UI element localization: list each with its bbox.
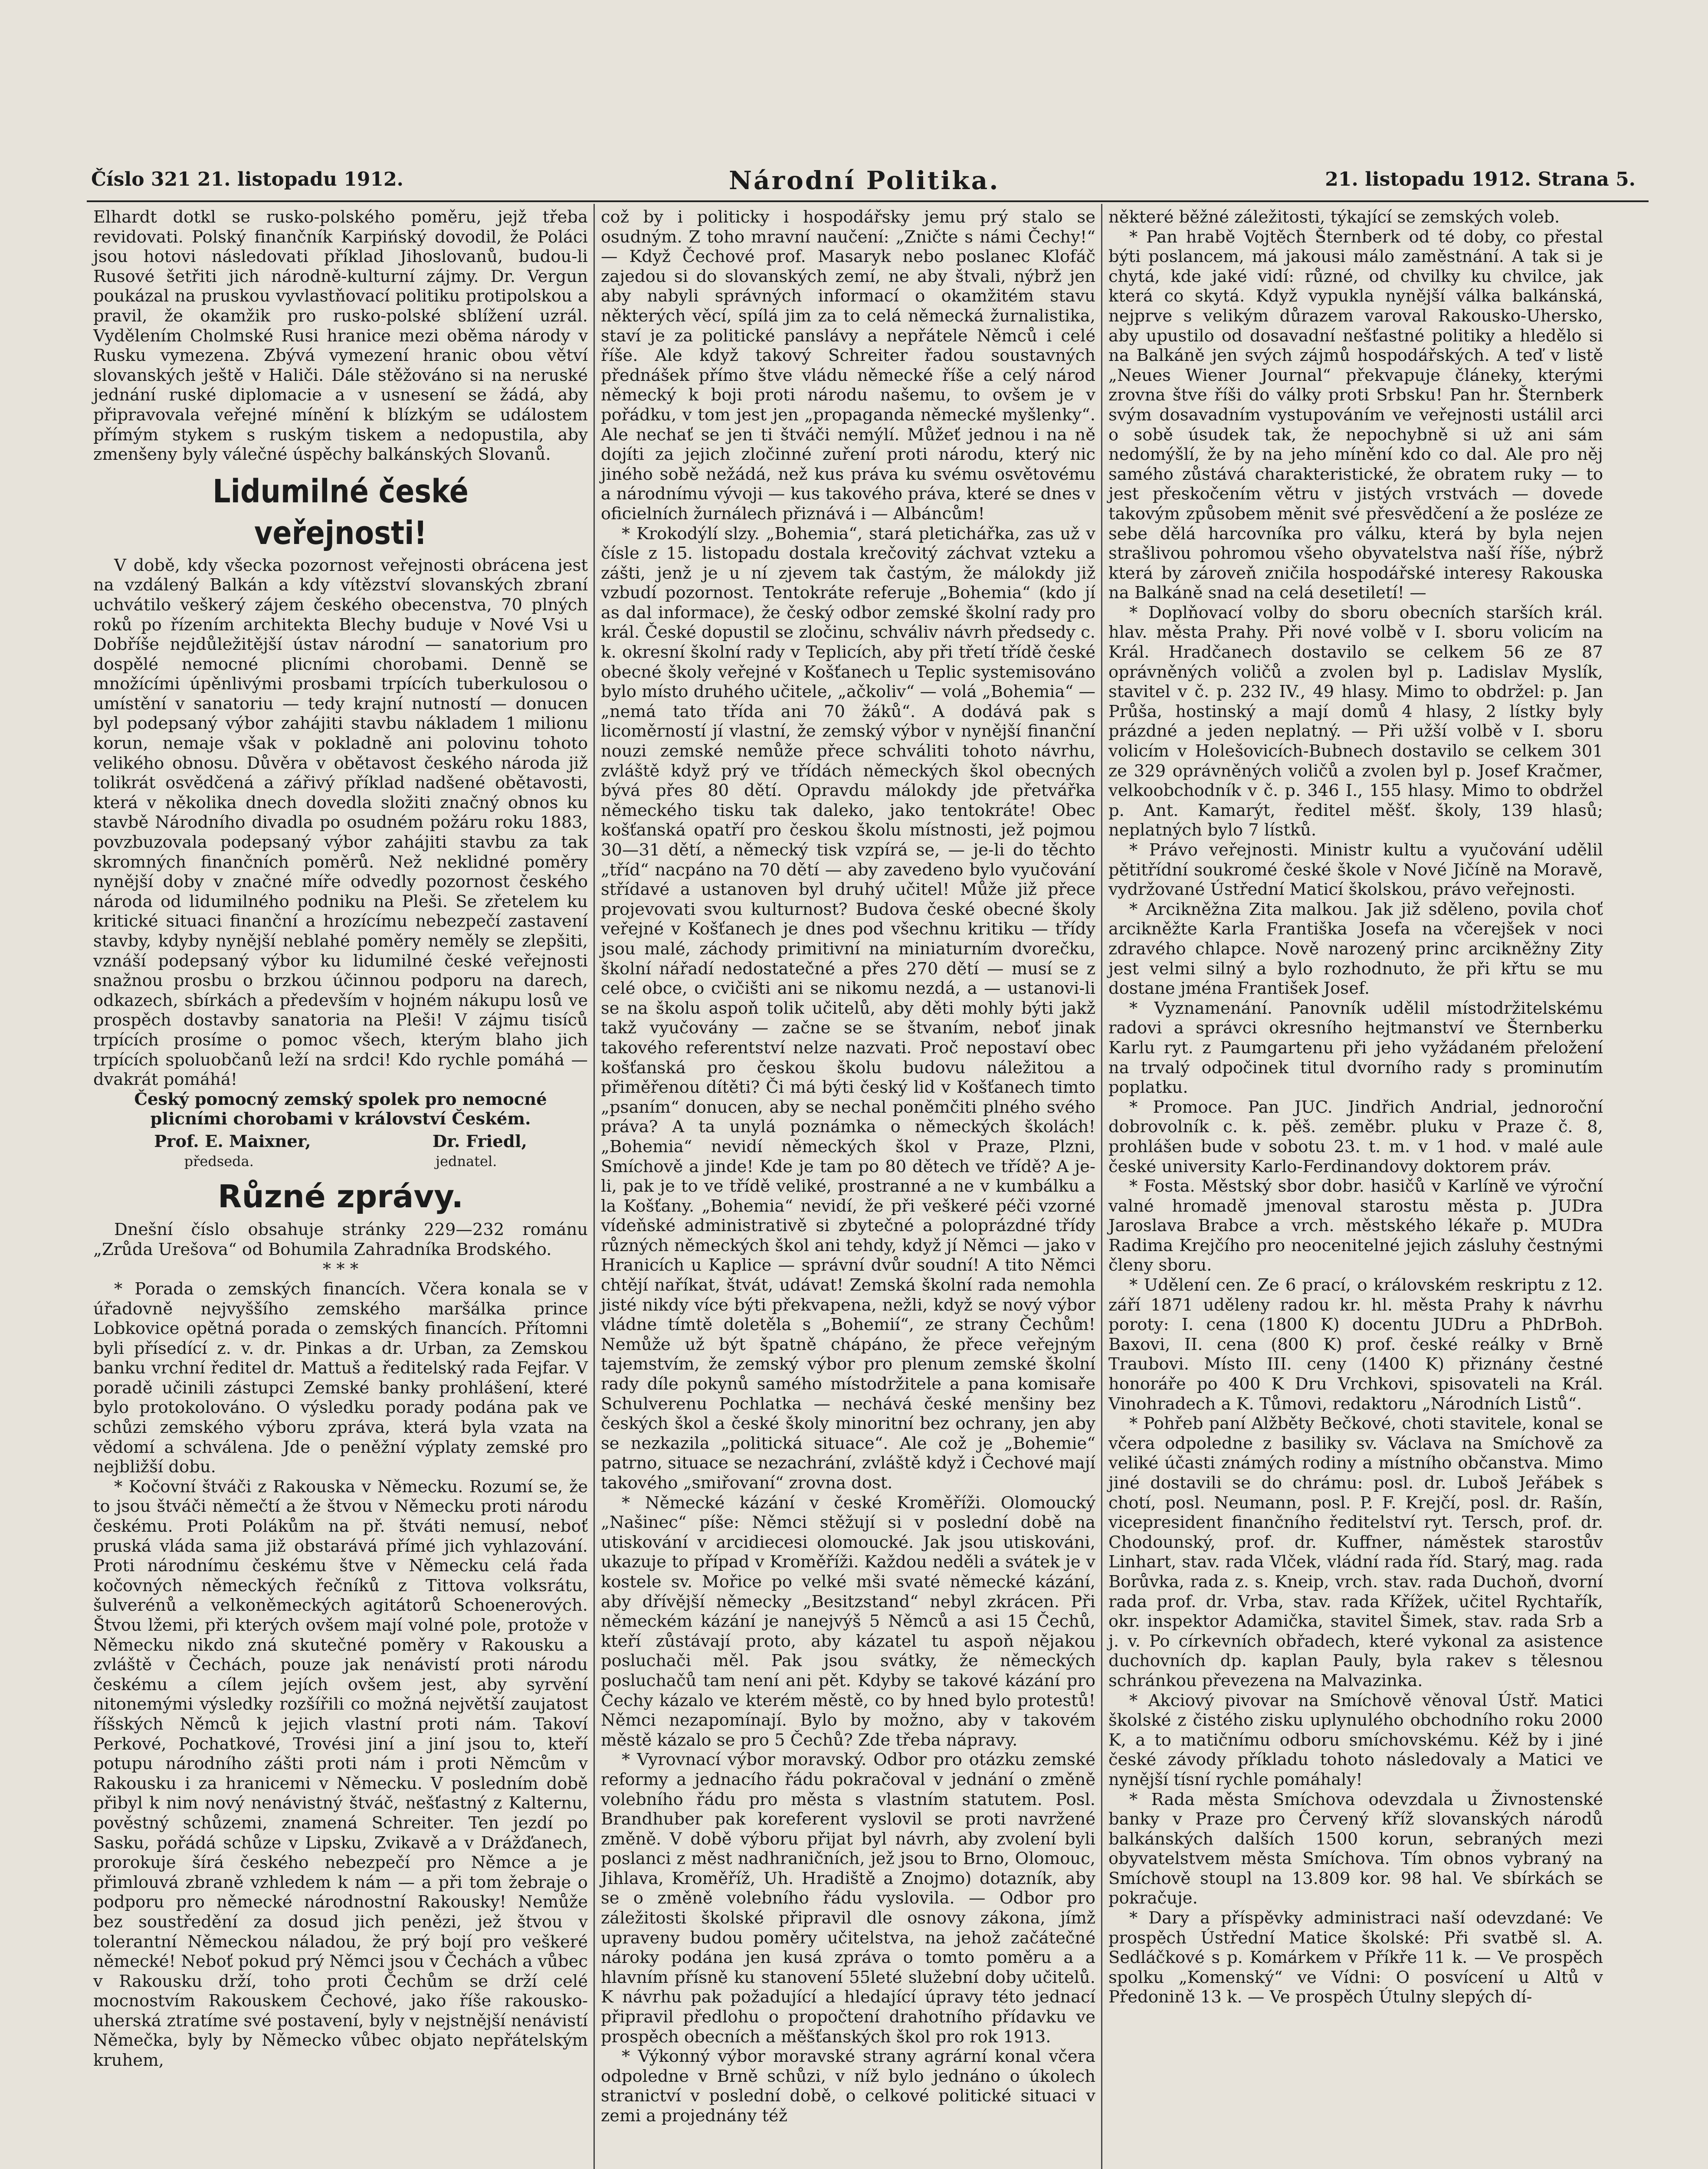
- role-chairman: předseda.: [184, 1153, 254, 1170]
- appeal-society: Český pomocný zemský spolek pro nemocné plicními chorobami v království Českém.: [134, 1089, 547, 1129]
- page-header: [87, 164, 1649, 199]
- news-item: * Promoce. Pan JUC. Jindřich Andrial, jednoroční dobrovolník c. k. pěš. zeměbr. pluku v Praze č. 8, prohlášen bude v sobotu 23. t. m. v 1 hod. v malé aule české university Karlo-Ferdinandovy doktorem práv.: [1108, 1097, 1603, 1176]
- news-item: * Krokodýlí slzy. „Bohemia“, stará pletichářka, zas už v čísle z 15. listopadu dostala krečovitý záchvat vzteku a zášti, jenž je u ní zjevem tak častým, že málokdy již vzbudí pozornost. Tentokráte referuje „Bohemia“ (kdo jí as dal informace), že český odbor zemské školní rady pro král. České dopustil se zločinu, schváliv návrh předsedy c. k. okresní školní rady v Teplicích, aby při třetí třídě české obecné školy veřejné v Košťanech u Teplic systemisováno bylo místo druhého učitele, „ačkoliv“ — volá „Bohemia“ — „nemá tato třída ani 70 žáků“. A dodává pak s licoměrností jí vlastní, že zemský výbor v nynější finanční nouzi zemské nemůže přece schváliti tohoto návrhu, zvláště když prý ve třídách německých škol obecných bývá přes 80 dětí. Opravdu málokdy jde přetvářka německého tisku tak daleko, jako tentokráte! Obec košťanská opatří pro českou školu místnosti, jež pojmou 30—31 dětí, a německý tisk vzpírá se, — je-li do těchto „tříd“ nacpáno na 70 dětí — aby zavedeno bylo vyučování střídavé a ustanoven byl druhý učitel! Může již přece projevovati svou kulturnost? Budova české obecné školy veřejné v Košťanech je dnes pod všechnu kritiku — třídy jsou malé, záchody primitivní na miniaturním dvorečku, školní nářadí nedostatečné a přes 270 dětí — musí se z celé obce, o cvičišti ani se nikomu nezdá, a — ustanovi-li se na školu aspoň tolik učitelů, aby děti mohly býti jakž takž vyučovány — začne se se štvaním, neboť jinak takového referentství nelze nazvati. Proč nepostaví obec košťanská pro českou školu budovu náležitou a přiměřenou dítěti? Či má býti český lid v Košťanech timto „psaním“ donucen, aby se nechal poněmčiti plného svého práva? A ta unylá poznámka o německých školách! „Bohemia“ nevidí německých škol v Praze, Plzni, Smíchově a jinde! Kde je tam po 80 dětech ve třídě? A je-li, pak je to ve třídě veliké, prostranné a ne v kumbálku a la Košťany. „Bohemia“ nevidí, že při veškeré péči vzorné vídeňské administrativě si zbytečné a poloprázdné třídy různých německých škol ani tehdy, když jí Němci — jako v Hranicích u Kaplice — správní dvůr soudní! A tito Němci chtějí naříkat, štvát, udávat! Zemská školní rada nemohla jisté nikdy více býti překvapena, nežli, když se nový výbor vládne tímtě doletěla s „Bohemií“, ze strany Čechům! Nemůže už být špatně chápáno, že přece veřejným tajemstvím, že zemský výbor pro plenum zemské školní rady díle pokynů samého místodržitele a pana komisaře Schulverenu Pochlatka — nechává české menšiny bez českých škol a české školy minoritní bez ochrany, jen aby se nezkazila „politická situace“. Ale což je „Bohemie“ patrno, situace se nezachrání, zvláště když i Čechové mají takového „smiřovaní“ zrovna dost.: [601, 524, 1095, 1493]
- novel-note: Dnešní číslo obsahuje stránky 229—232 románu „Zrůda Urešova“ od Bohumila Zahradníka Brodského.: [93, 1220, 588, 1259]
- page-number: 21. listopadu 1912. Strana 5.: [1325, 168, 1636, 190]
- masthead-title: Národní Politika.: [729, 166, 1000, 195]
- issue-date: Číslo 321 21. listopadu 1912.: [91, 168, 403, 190]
- news-item: * Pan hrabě Vojtěch Šternberk od té doby, co přestal býti poslancem, má jakousi málo zaměstnání. A tak si je chytá, kde jaké vidí: různé, od chvilky ku chvilce, jak která co skytá. Když vypukla nynější válka balkánská, nejprve s velikým důrazem varoval Rakousko-Uhersko, aby upustilo od dosavadní nešťastné politiky a hledělo si na Balkáně jen svých zájmů hospodářských. A teď v listě „Neues Wiener Journal“ překvapuje článeky, kterými zrovna štve říši do války proti Srbsku! Pan hr. Šternberk svým dosavadním vystupováním ve veřejnosti ustálil arci o sobě úsudek tak, že nepochybně si už ani sám nedomýšlí, že by na jeho mínění kdo co dal. Ale pro něj samého zůstává charakteristické, že obratem ruky — to jest přeskočením větru v jistých vrstvách — dovede takovým způsobem měnit své přesvědčení a že posléze ze sebe dělá harcovníka pro válku, která by byla nejen strašlivou pohromou všeho obyvatelstva naší říše, nýbrž která by zároveň zničila hospodářské interesy Rakouska na Balkáně snad na celá desetiletí! —: [1108, 227, 1603, 603]
- news-item: * Vyrovnací výbor moravský. Odbor pro otázku zemské reformy a jednacího řádu pokračoval v jednání o změně volebního řádu pro města s vlastním statutem. Posl. Brandhuber pak koreferent vyslovil se proti navržené změně. V době výboru přijat byl návrh, aby zvolení byli poslanci z měst nadhraničních, jež jsou to Brno, Olomouc, Jihlava, Kroměříž, Uh. Hradiště a Znojmo) dotazník, aby se o změně volebního řádu vyslovila. — Odbor pro záležitosti školské připravil dle osnovy zákona, jímž upraveny budou poměry učitelstva, na jehož začátečné nároky podána jen kusá zpráva o tomto poměru a a hlavním přísně ku stanovení 55leté služební doby učitelů. K návrhu pak požadující a hledající úpravy této jednací připravil předlohu o propočtení drahotního přídavku ve prospěch obecních a měšťanských škol pro rok 1913.: [601, 1750, 1095, 2047]
- article-continuation: Elhardt dotkl se rusko-polského poměru, jejž třeba revidovati. Polský finančník Karpińský dovodil, že Poláci jsou hotovi následovati příklad Jihoslovanů, budou-li Rusové šetřiti jich národně-kulturní zájmy. Dr. Vergun poukázal na pruskou vyvlastňovací politiku protipolskou a pravil, že okamžik pro rusko-polské sblížení uzrál. Vydělením Cholmské Rusi hranice mezi oběma národy v Rusku vymezena. Zbývá vymezení hranic obou větví slovanských ještě v Haliči. Dále stěžováno si na neruské jednání ruské diplomacie a v usnesení se žádá, aby připravovala veřejné mínění k blízkým se událostem přímým stykem s ruským tiskem a nedopustila, aby zmenšeny byly válečné úspěchy balkánských Slovanů.: [93, 207, 588, 465]
- header-rule: [87, 200, 1649, 202]
- news-item: * Kočovní štváči z Rakouska v Německu. Rozumí se, že to jsou štváči němečtí a že štvou v Německu proti národu českému. Proti Polákům na př. štváti nemusí, neboť pruská vláda sama již obstarává přímé jich vyhlazování. Proti národnímu českému štve v Německu celá řada kočovných německých řečníků z Tittova volksrátu, šulverénů a velkoněmeckých agitátorů Schoenerových. Štvou lžemi, při kterých ovšem mají volné pole, protože v Německu nikdo zná skutečné poměry v Rakousku a zvláště v Čechách, pouze jak nenávistí proti národu českému a cílem jejích ovšem jest, aby syrvění nitonemými výsledky rozšířili co možná největší zaujatost říšských Němců k jejich vlastní proti nám. Takoví Perkové, Pochatkové, Trovési jiní a jiní jsou to, kteří potupu národního zášti proti nám i proti Němcům v Rakousku i za hranicemi v Německu. V posledním době přibyl k nim nový nenávistný štváč, nešťastný z Kalternu, pověstný schůzemi, znamená Schreiter. Ten jezdí po Sasku, pořádá schůze v Lipsku, Zvikavě a v Drážďanech, prorokuje šírá českého nebezpečí pro Němce a je přimlouvá zbraně vzhledem k nám — a při tom žebraje o podporu pro německé národnostní Rakousky! Nemůže bez soustředění za dosud jich penězi, jež štvou v tolerantní Německou náladou, že prý bojí pro veškeré německé! Neboť pokud prý Němci jsou v Čechách a vůbec v Rakousku drží, toho proti Čechům se drží celé mocnostvím Rakouskem Čechové, jako říše rakousko-uherská ztratíme své postavení, byly v nejstnější nenávistí Němečka, byly by Německo vůbec objato nepřátelským kruhem,: [93, 1477, 588, 2071]
- appeal-text: V době, kdy všecka pozornost veřejnosti obrácena jest na vzdálený Balkán a kdy vítězství slovanských zbraní uchvátilo veškerý zájem českého obecenstva, 70 plných roků po řízením architekta Blechy buduje v Nové Vsi u Dobříše nejdůležitější ústav národní — sanatorium pro dospělé nemocné plicními chorobami. Denně se množícími úpěnlivými prosbami trpících tuberkulosou o umístění v sanatoriu — tedy krajní nutností — donucen byl podepsaný výbor zahájiti stavbu nákladem 1 milionu korun, nemaje však v pokladně ani polovinu tohoto velikého obnosu. Důvěra v obětavost českého národa již tolikrát osvědčená a zářivý příklad nadšené obětavosti, která v několika dnech dovedla složiti značný obnos ku stavbě Národního divadla po osudném požáru roku 1883, povzbuzovala podepsaný výbor zahájiti stavbu za tak skromných finančních poměrů. Než neklidné poměry nynější doby v značné míře odvedly pozornost českého národa od lidumilného podniku na Pleši. Se zřetelem ku kritické situaci finanční a hrozícímu nebezpečí zastavení stavby, kdyby nynější neblahé poměry neměly se zlepšiti, vznáší podepsaný výbor ku lidumilné české veřejnosti snažnou prosbu o brzkou účinnou podporu na darech, odkazech, sbírkách a především v hojném nákupu losů ve prospěch dostavby sanatoria na Pleši! V zájmu tisíců trpících prosíme o pomoc všech, kterým blaho jich trpících spoluobčanů leží na srdci! Kdo rychle pomáhá — dvakrát pomáhá!: [93, 555, 588, 1090]
- news-item: * Dary a příspěvky administraci naší odevzdané: Ve prospěch Ústřední Matice školské: Při svatbě sl. A. Sedláčkové s p. Komárkem v Příkře 11 k. — Ve prospěch spolku „Komenský“ ve Vídni: O posvícení u Altů v Předonině 13 k. — Ve prospěch Útulny slepých dí-: [1108, 1908, 1603, 2007]
- signature-roles: [93, 1152, 588, 1172]
- article-continuation: některé běžné záležitosti, týkající se zemských voleb.: [1108, 207, 1560, 227]
- role-secretary: jednatel.: [436, 1153, 497, 1170]
- news-item: * Fosta. Městský sbor dobr. hasičů v Karlíně ve výroční valné hromadě jmenoval starostu města p. JUDra Jaroslava Brabce a vrch. městského lékaře p. MUDra Radima Krejčího pro neocenitelné jejich zásluhy čestnými členy sboru.: [1108, 1176, 1603, 1275]
- news-item: * Právo veřejnosti. Ministr kultu a vyučování udělil pětitřídní soukromé české škole v Nové Jičíně na Moravě, vydržované Ústřední Maticí školskou, právo veřejnosti.: [1108, 840, 1603, 900]
- column-3: [1108, 207, 1603, 2007]
- news-section-heading: Různé zprávy.: [218, 1178, 463, 1215]
- column-divider: [593, 204, 595, 2169]
- article-continuation: což by i politicky i hospodářsky jemu prý stalo se osudným. Z toho mravní naučení: „Zničte s námi Čechy!“ — Když Čechové prof. Masaryk nebo poslanec Klofáč zajedou si do slovanských zemí, ne aby štvali, nýbrž jen aby nabyli správných informací o okamžitém stavu některých věcí, spílá jim za to celá německá žurnalistika, staví je za politické panslávy a nepřátele Němců i celé říše. Ale když takový Schreiter řadou soustavných přednášek přímo štve vládu německé říše a celý národ německý k boji proti národu našemu, to ovšem je v pořádku, v tom jest jen „propaganda německé myšlenky“. Ale nechať se jen ti štváči nemýlí. Můžeť jednou i na ně dojíti za jejich zločinné zuření proti národu, který nic jiného sobě nežádá, než kus práva ku svému osvětovému a národnímu vývoji — kus takového práva, které se dnes v oficielních žurnálech přiznává i — Albáncům!: [601, 207, 1095, 524]
- section-stars: * * *: [322, 1259, 359, 1279]
- column-divider: [1101, 204, 1102, 2169]
- signature-secretary: Dr. Friedl,: [432, 1131, 527, 1151]
- news-item: * Doplňovací volby do sboru obecních starších král. hlav. města Prahy. Při nové volbě v I. sboru volicím na Král. Hradčanech dostavilo se celkem 56 ze 87 oprávněných voličů a zvolen byl p. Ladislav Myslík, stavitel v č. p. 232 IV., 49 hlasy. Mimo to obdržel: p. Jan Průša, hostinský a mají domů 4 hlasy, 2 lístky byly prázdné a jeden neplatný. — Při užší volbě v I. sboru volicím v Holešovicích-Bubnech dostavilo se celkem 301 ze 329 oprávněných voličů a zvolen byl p. Josef Kračmer, velkoobchodník v č. p. 346 I., 155 hlasy. Mimo to obdržel p. Ant. Kamarýt, ředitel měšť. školy, 139 hlasů; neplatných bylo 7 lístků.: [1108, 603, 1603, 840]
- news-item: * Akciový pivovar na Smíchově věnoval Ústř. Matici školské z čistého zisku uplynulého obchodního roku 2000 K, a to matičnímu odboru smíchovskému. Kéž by i jiné české závody příkladu tohoto následovaly a Matici ve nynější tísní rychle pomáhaly!: [1108, 1691, 1603, 1789]
- news-item: * Německé kázání v české Kroměříži. Olomoucký „Našinec“ píše: Němci stěžují si v poslední době na utiskování v arcidiecesi olomoucké. Jak jsou utiskováni, ukazuje to případ v Kroměříži. Každou neděli a svátek je v kostele sv. Mořice po velké mši svaté německé kázání, aby dřívější německy „Besitzstand“ nebyl zkrácen. Při německém kázání je nanejvýš 5 Němců a asi 15 Čechů, kteří zůstávají proto, aby kázatel tu aspoň nějakou posluchači měl. Pak jsou svátky, že německých posluchačů tam není ani pět. Kdyby se takové kázání pro Čechy kázalo ve kterém městě, co by hned bylo protestů! Němci nezapomínají. Bylo by možno, aby v takovém městě kázalo se pro 5 Čechů? Zde třeba nápravy.: [601, 1493, 1095, 1750]
- news-item: * Udělení cen. Ze 6 prací, o královském reskriptu z 12. září 1871 uděleny radou kr. hl. města Prahy k návrhu poroty: I. cena (1800 K) docentu JUDru a PhDrBoh. Baxovi, II. cena (800 K) prof. české reálky v Brně Traubovi. Místo III. ceny (1400 K) přiznány čestné honoráře po 400 K Dru Vrchkovi, spisovateli na Král. Vinohradech a K. Tůmovi, redaktoru „Národních Listů“.: [1108, 1275, 1603, 1414]
- news-item: * Vyznamenání. Panovník udělil místodržitelskému radovi a správci okresního hejtmanství ve Šternberku Karlu ryt. z Paumgartenu při jeho vyžádaném přeložení na trvalý odpočinek titul dvorního rady s prominutím poplatku.: [1108, 998, 1603, 1098]
- appeal-heading: Lidumilné české veřejnosti!: [213, 472, 469, 552]
- news-item: * Rada města Smíchova odevzdala u Živnostenské banky v Praze pro Červený kříž slovanských národů balkánských dalších 1500 korun, sebraných mezi obyvatelstvem města Smíchova. Tím obnos vybraný na Smíchově stoupl na 13.809 kor. 98 hal. Ve sbírkách se pokračuje.: [1108, 1789, 1603, 1908]
- news-item: * Výkonný výbor moravské strany agrární konal včera odpoledne v Brně schůzi, v níž bylo jednáno o úkolech stranictví v poslední době, o celkové politické situaci v zemi a projednány též: [601, 2047, 1095, 2126]
- column-2: [601, 207, 1095, 2126]
- appeal-signatures: [93, 1132, 588, 1152]
- news-item: * Arcikněžna Zita malkou. Jak již sděleno, povila choť arcikněžte Karla Františka Josefa na včerejšek v noci zdravého chlapce. Nově narozený princ arcikněžny Zity jest velmi silný a bylo rozhodnuto, že při křtu se mu dostane jména František Josef.: [1108, 899, 1603, 999]
- news-item: * Porada o zemských financích. Včera konala se v úřadovně nejvyššího zemského maršálka prince Lobkovice opětná porada o zemských financích. Přítomni byli přísedící z. v. dr. Pinkas a dr. Urban, za Zemskou banku vrchní ředitel dr. Mattuš a ředitelský rada Fejfar. V poradě učinili zástupci Zemské banky prohlášení, které bylo protokolováno. O výsledku porady podána pak ve schůzi zemského výboru zpráva, která byla vzata na vědomí a schválena. Jde o peněžní výplaty zemské pro nejbližší dobu.: [93, 1279, 588, 1477]
- column-1: [93, 207, 588, 2071]
- news-item: * Pohřeb paní Alžběty Bečkové, choti stavitele, konal se včera odpoledne z basiliky sv. Václava na Smíchově za veliké účasti známých rodiny a místního občanstva. Mimo jiné dostavili se do chrámu: posl. dr. Luboš Jeřábek s chotí, posl. Neumann, posl. P. F. Krejčí, posl. dr. Rašín, vicepresident finančního ředitelství ryt. Tersch, prof. dr. Chodounský, prof. dr. Kuffner, náměstek starostův Linhart, stav. rada Vlček, vládní rada říd. Starý, mag. rada Borůvka, rada z. s. Kneip, vrch. stav. rada Duchoň, dvorní rada prof. dr. Vrba, stav. rada Křížek, učitel Rychtařík, okr. inspektor Adamička, stavitel Šimek, stav. rada Srb a j. v. Po církevních obřadech, které vykonal za asistence duchovních dp. kaplan Pauly, byla rakev s tělesnou schránkou převezena na Malvazinka.: [1108, 1414, 1603, 1691]
- signature-chairman: Prof. E. Maixner,: [154, 1131, 311, 1151]
